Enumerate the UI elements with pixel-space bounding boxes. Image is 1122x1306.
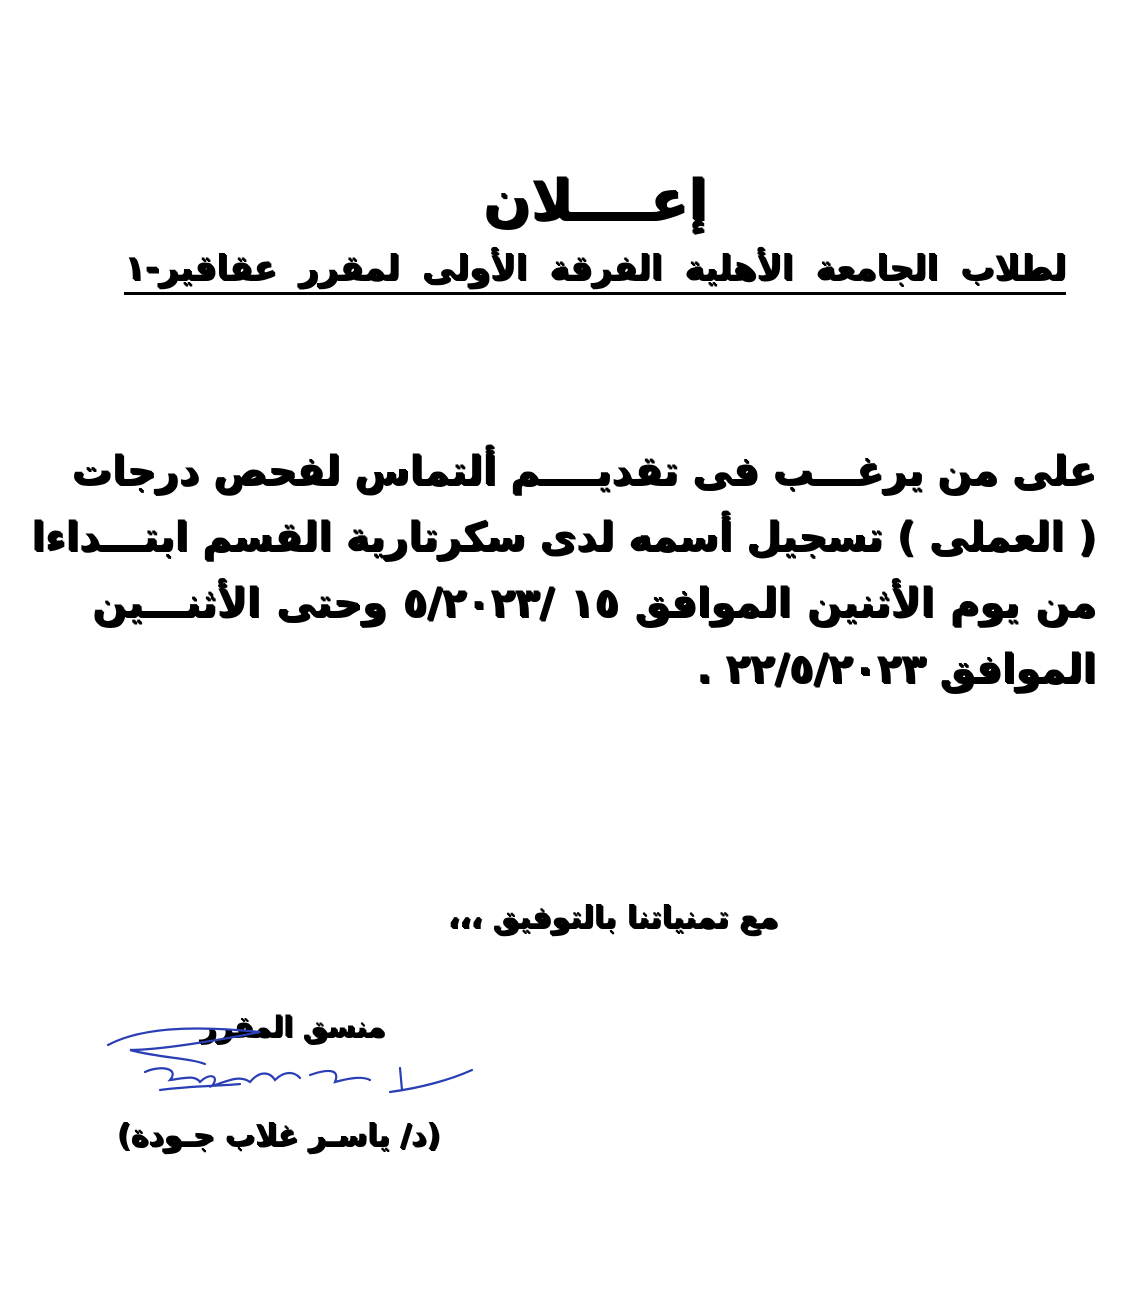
announcement-title: إعــــلان [482,168,708,233]
signatory-name: (د/ ياسـر غلاب جـودة) [116,1118,440,1153]
body-line: من يوم الأثنين الموافق ١٥ /٥/٢٠٢٣ وحتى الأثنـــين [92,580,1096,626]
body-line: الموافق ٢٢/٥/٢٠٢٣ . [696,646,1096,692]
body-line: ( العملى ) تسجيل أسمه لدى سكرتارية القسم ابتـــداءا [31,514,1096,560]
announcement-subtitle: لطلاب الجامعة الأهلية الفرقة الأولى لمقرر عقاقير-١ [124,248,1066,295]
handwritten-signature [100,1020,490,1120]
coordinator-role: منسق المقرر [200,1010,385,1043]
body-line: على من يرغـــب فى تقديــــم ألتماس لفحص درجات [71,448,1096,494]
closing-text: مع تمنياتنا بالتوفيق ،،، [447,900,778,935]
